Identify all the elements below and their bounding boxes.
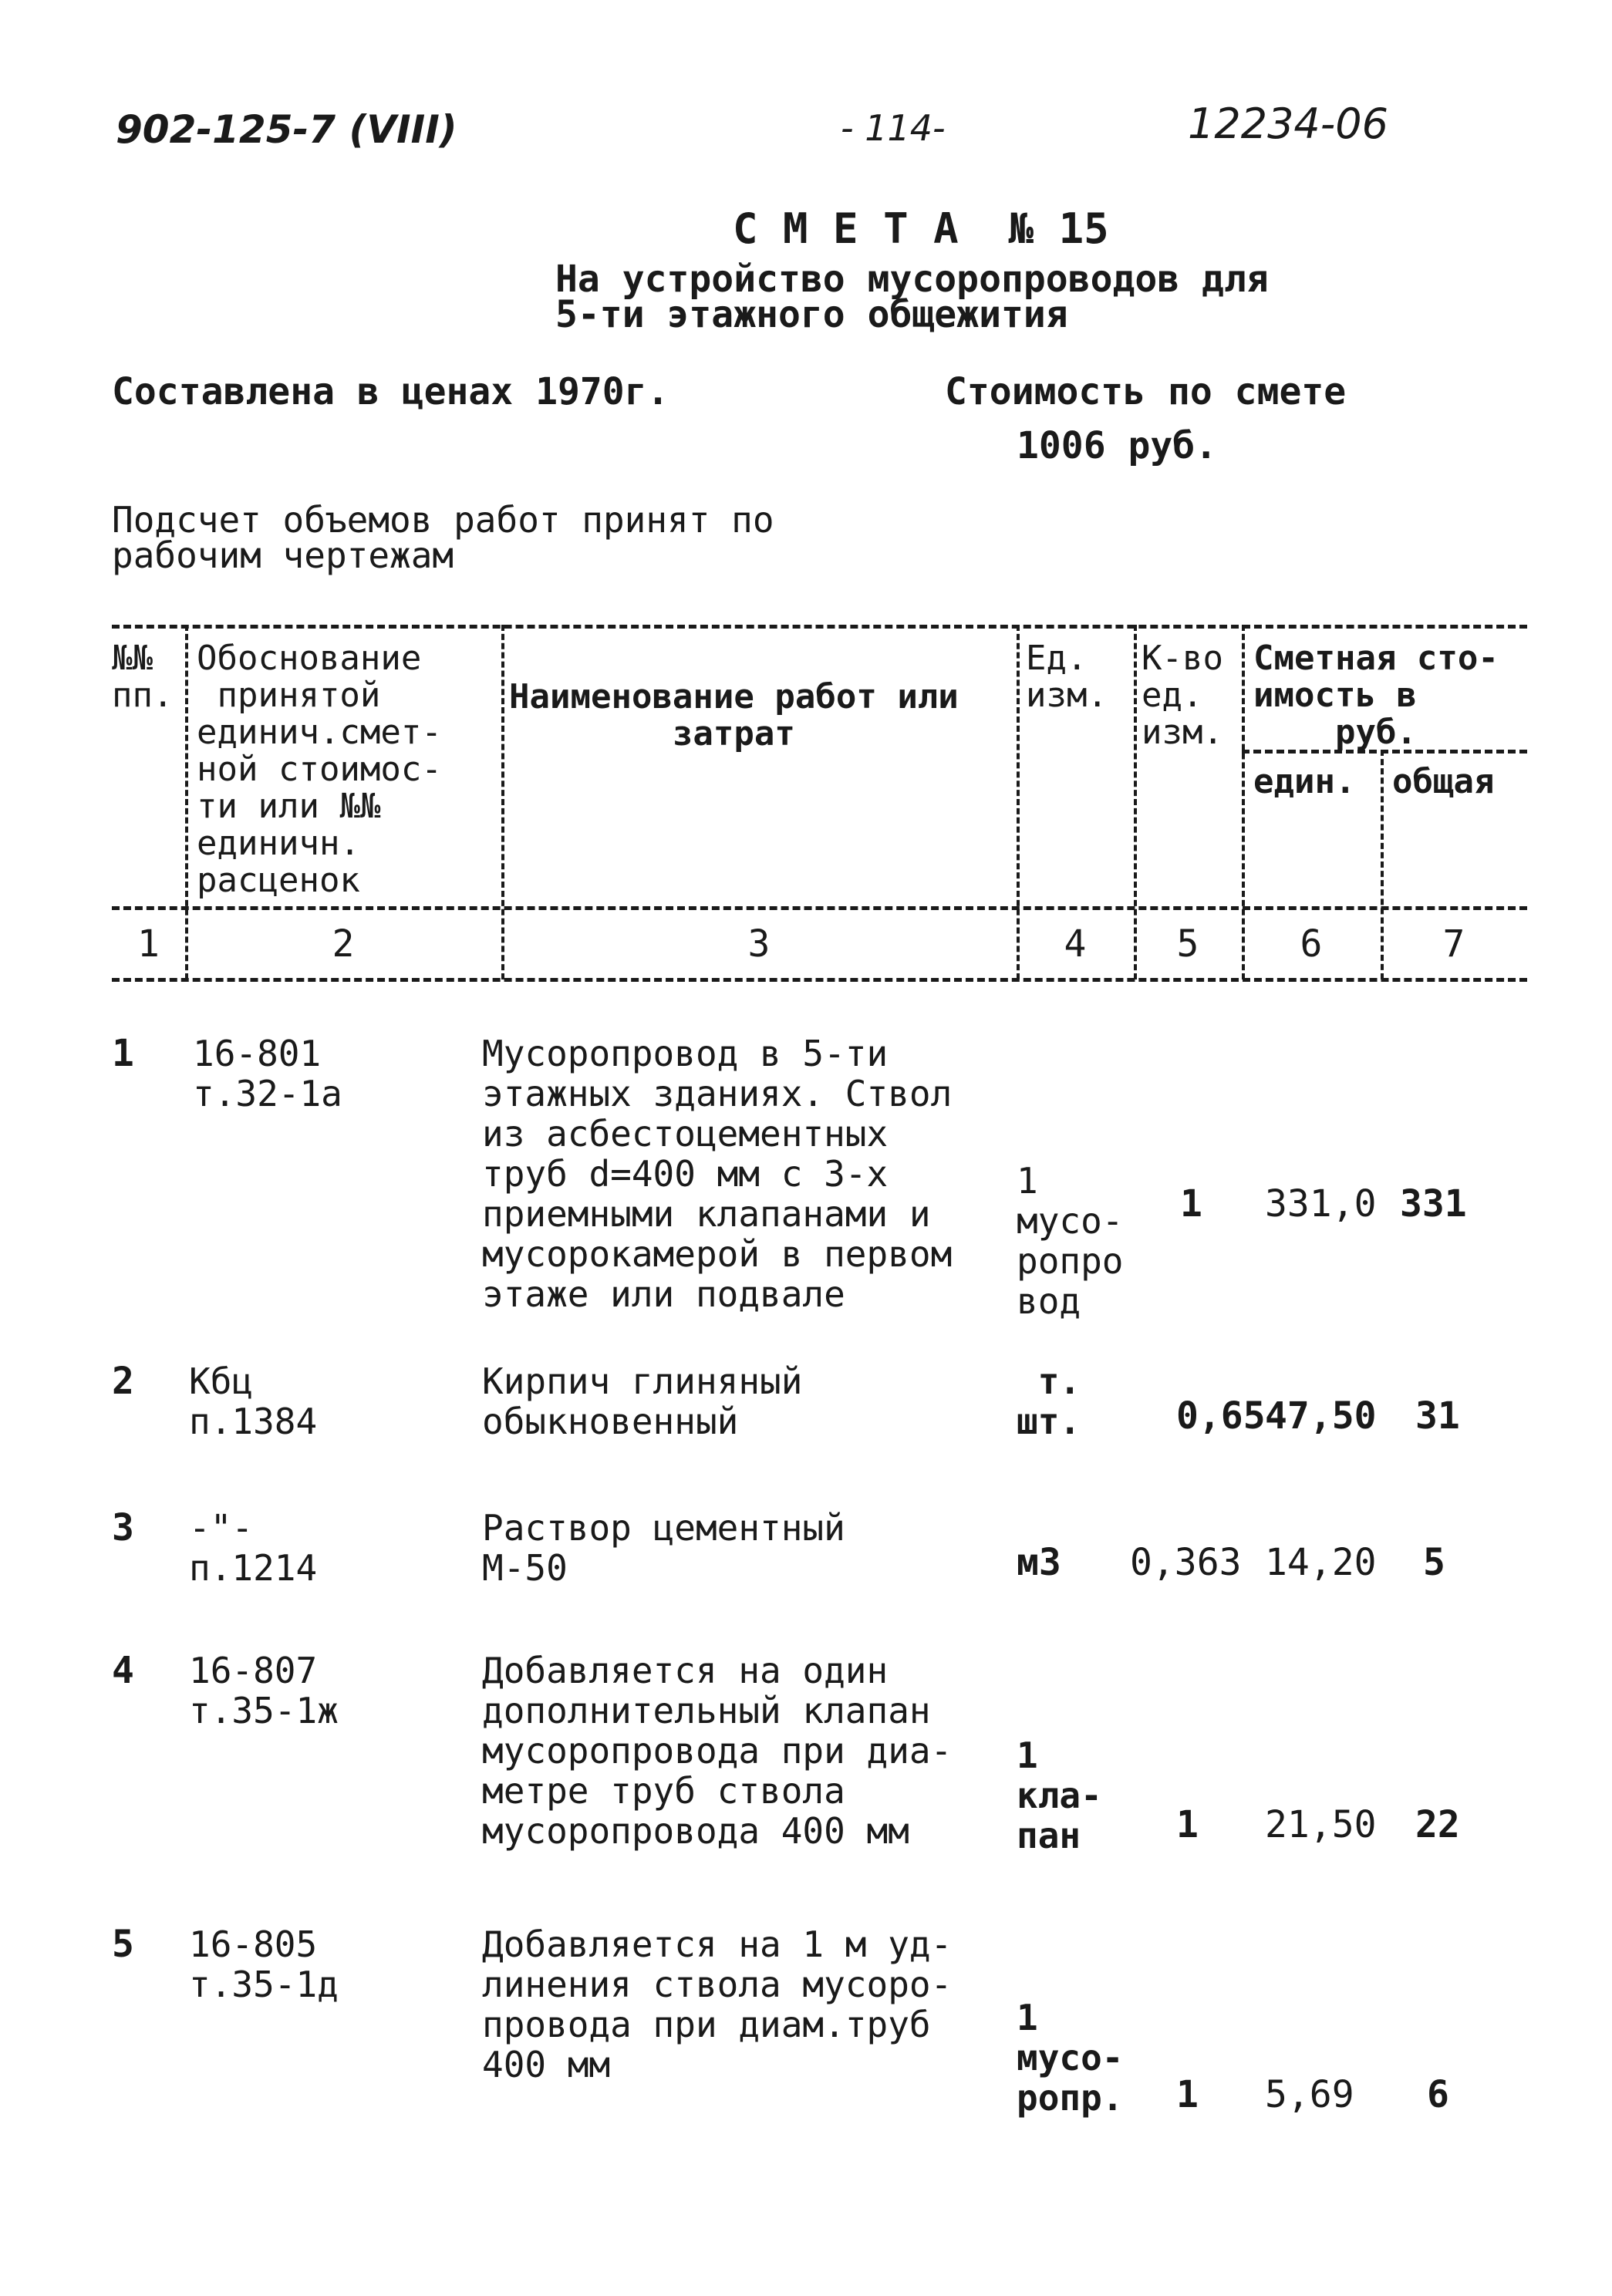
row-basis: 16-801 т.32-1а: [193, 1033, 342, 1114]
header-top-rule: [112, 625, 1527, 629]
row-quantity: 0,363: [1130, 1541, 1242, 1584]
col-number-1: 1: [137, 922, 160, 966]
row-basis: 16-805 т.35-1д: [189, 1923, 339, 2005]
row-unit-price: 331,0: [1265, 1182, 1377, 1226]
page-number: - 114-: [841, 107, 946, 149]
row-name: Мусоропровод в 5-ти этажных зданиях. Ствол из асбестоцементных труб d=400 мм с 3-х приемными клапанами и мусорокамерой в первом этаже или подвале: [482, 1033, 953, 1315]
header-col-basis: Обоснование принятой единич.смет- ной стоимос- ти или №№ единичн. расценок: [197, 639, 442, 900]
row-number: 5: [112, 1923, 134, 1966]
row-unit-price: 14,20: [1265, 1541, 1377, 1584]
archive-number: 12234-06: [1188, 99, 1388, 148]
header-col-unit: Ед. изм.: [1026, 639, 1108, 715]
row-number: 3: [112, 1506, 134, 1549]
row-basis: 16-807 т.35-1ж: [189, 1650, 339, 1731]
row-quantity: 1: [1180, 1182, 1202, 1226]
row-unit-price: 5,69: [1265, 2073, 1354, 2116]
header-col-quantity: К-во ед. изм.: [1142, 639, 1223, 752]
col-number-2: 2: [332, 922, 355, 966]
row-number: 4: [112, 1649, 134, 1692]
header-col-number: №№ пп.: [112, 639, 174, 715]
row-name: Добавляется на один дополнительный клапан мусоропровода при диа- метре труб ствола мусоропровода 400 мм: [482, 1650, 953, 1852]
row-name: Кирпич глиняный обыкновенный: [482, 1360, 803, 1442]
header-col-cost-group: Сметная сто- имость в руб.: [1253, 639, 1499, 752]
row-unit: 1 мусо- ропро вод: [1017, 1160, 1124, 1322]
col-number-5: 5: [1176, 922, 1199, 966]
row-basis: -"- п.1214: [189, 1507, 318, 1589]
document-subtitle-line1: На устройство мусоропроводов для: [555, 258, 1269, 301]
row-total: 22: [1415, 1803, 1460, 1846]
col-number-6: 6: [1300, 922, 1323, 966]
document-code: 902-125-7 (VIII): [116, 107, 457, 152]
header-middle-rule: [112, 906, 1527, 910]
header-col-name: Наименование работ или затрат: [509, 677, 959, 754]
document-subtitle-line2: 5-ти этажного общежития: [555, 293, 1068, 336]
calc-note-line1: Подсчет объемов работ принят по: [112, 499, 774, 541]
row-quantity: 1: [1176, 2073, 1199, 2116]
row-total: 5: [1423, 1541, 1445, 1584]
col-number-7: 7: [1442, 922, 1465, 966]
row-number: 1: [112, 1032, 134, 1075]
row-unit: м3: [1017, 1541, 1061, 1584]
row-total: 31: [1415, 1394, 1460, 1438]
row-quantity: 0,65: [1176, 1394, 1266, 1438]
cost-label: Стоимость по смете: [945, 370, 1347, 413]
row-name: Раствор цементный М-50: [482, 1507, 845, 1589]
row-basis: Кбц п.1384: [189, 1360, 318, 1442]
col-number-3: 3: [747, 922, 771, 966]
prices-note: Составлена в ценах 1970г.: [112, 370, 669, 413]
row-unit: 1 мусо- ропр.: [1017, 1997, 1124, 2119]
cost-value: 1006 руб.: [1017, 424, 1218, 467]
row-unit-price: 21,50: [1265, 1803, 1377, 1846]
row-unit-price: 47,50: [1265, 1394, 1377, 1438]
row-unit: 1 кла- пан: [1017, 1735, 1102, 1856]
row-number: 2: [112, 1360, 134, 1403]
row-unit: т. шт.: [1017, 1360, 1081, 1442]
document-heading: С М Е Т А № 15: [733, 204, 1109, 253]
header-col-unit-price: един.: [1253, 762, 1356, 801]
row-total: 331: [1400, 1182, 1467, 1226]
row-quantity: 1: [1176, 1803, 1199, 1846]
header-bottom-rule: [112, 978, 1527, 982]
row-total: 6: [1427, 2073, 1449, 2116]
calc-note-line2: рабочим чертежам: [112, 534, 454, 576]
col-number-4: 4: [1064, 922, 1087, 966]
row-name: Добавляется на 1 м уд- линения ствола мусоро- провода при диам.труб 400 мм: [482, 1923, 953, 2085]
header-col-total: общая: [1392, 762, 1495, 801]
